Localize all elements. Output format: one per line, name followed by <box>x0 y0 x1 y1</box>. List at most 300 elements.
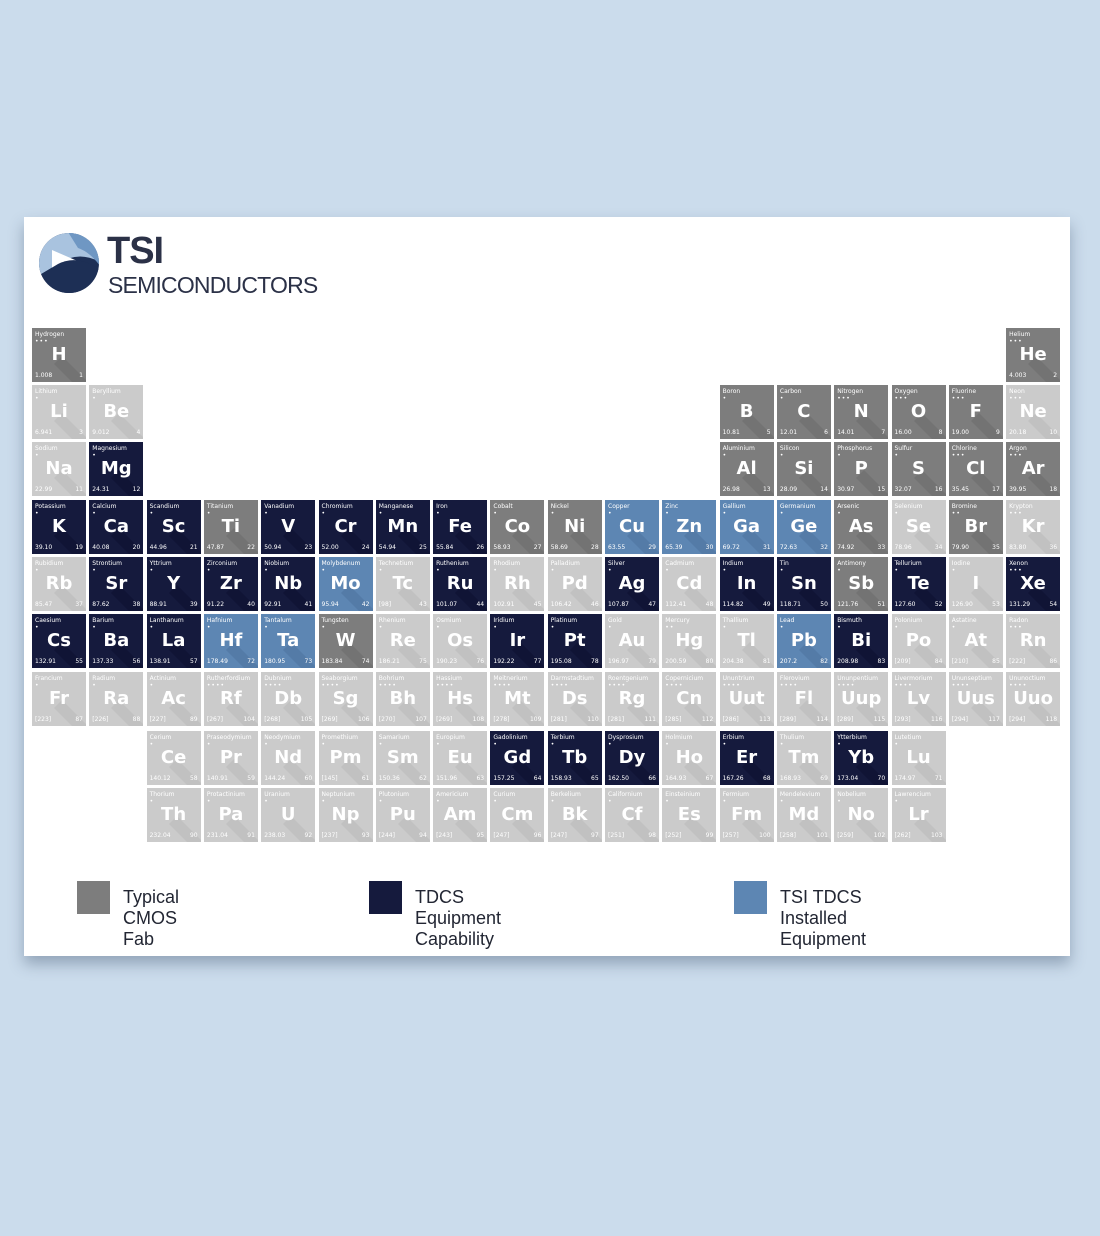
element-symbol: Po <box>905 630 932 651</box>
element-symbol: Li <box>50 401 68 422</box>
element-name: Neodymium <box>264 734 301 741</box>
element-number: 110 <box>587 716 599 723</box>
element-dots: ••• <box>894 395 909 402</box>
element-number: 83 <box>877 658 886 665</box>
element-mass: [251] <box>608 832 625 839</box>
element-number: 37 <box>75 601 83 608</box>
element-dots: • <box>665 798 670 805</box>
element-number: 64 <box>533 775 542 782</box>
element-symbol: F <box>969 401 982 422</box>
element-dots: • <box>35 452 40 459</box>
element-name: Berkelium <box>550 791 581 798</box>
element-dots: • <box>779 567 785 574</box>
element-mass: [223] <box>35 716 52 723</box>
element-tile-md <box>777 788 831 842</box>
element-name: Helium <box>1009 331 1031 338</box>
element-dots: • <box>665 567 670 574</box>
element-name: Cobalt <box>493 503 513 510</box>
element-mass: 238.03 <box>264 832 286 839</box>
element-number: 30 <box>705 544 714 551</box>
element-dots: •••• <box>608 682 627 689</box>
element-dots: •••• <box>837 682 856 689</box>
element-dots: • <box>493 567 498 574</box>
element-tile-re <box>376 614 430 668</box>
element-number: 113 <box>759 716 771 723</box>
element-dots: • <box>779 624 785 631</box>
element-tile-th <box>147 788 201 842</box>
element-tile-c <box>777 385 831 439</box>
element-tile-nd <box>261 731 315 785</box>
element-number: 25 <box>419 544 427 551</box>
element-mass: 6.941 <box>35 429 53 436</box>
element-dots: • <box>665 741 670 748</box>
element-symbol: No <box>847 804 875 825</box>
element-dots: • <box>149 624 155 631</box>
element-name: Ununpentium <box>837 675 878 682</box>
element-name: Scandium <box>149 503 180 510</box>
element-tile-he <box>1006 328 1060 382</box>
element-symbol: Zn <box>676 516 703 537</box>
element-tile-uus <box>949 672 1003 726</box>
element-tile-br <box>949 500 1003 554</box>
element-dots: • <box>149 567 155 574</box>
element-name: Lanthanum <box>149 617 184 624</box>
element-number: 61 <box>361 775 370 782</box>
element-number: 54 <box>1049 601 1058 608</box>
element-mass: 74.92 <box>837 544 855 551</box>
element-mass: 32.07 <box>894 486 912 493</box>
element-number: 36 <box>1049 544 1058 551</box>
element-name: Einsteinium <box>665 791 701 798</box>
element-name: Iridium <box>493 617 515 624</box>
element-dots: • <box>951 624 957 631</box>
element-dots: • <box>608 798 613 805</box>
element-dots: • <box>779 395 785 402</box>
legend-label-cmos: Typical CMOS Fab <box>123 887 180 949</box>
element-symbol: Mt <box>504 688 531 709</box>
element-dots: •••• <box>951 682 970 689</box>
element-name: Magnesium <box>92 445 127 452</box>
element-number: 80 <box>705 658 714 665</box>
element-mass: 72.63 <box>779 544 798 551</box>
element-tile-pu <box>376 788 430 842</box>
element-number: 26 <box>476 544 485 551</box>
element-tile-mn <box>376 500 430 554</box>
element-dots: • <box>35 682 40 689</box>
element-mass: 127.60 <box>894 601 916 608</box>
element-number: 52 <box>934 601 943 608</box>
element-name: Molybdenum <box>321 560 361 567</box>
element-mass: [210] <box>951 658 968 665</box>
element-mass: 208.98 <box>837 658 859 665</box>
element-name: Silver <box>608 560 625 567</box>
element-mass: 114.82 <box>722 601 744 608</box>
element-tile-ds <box>548 672 602 726</box>
element-dots: • <box>378 798 384 805</box>
element-number: 12 <box>132 486 141 493</box>
element-number: 50 <box>820 601 828 608</box>
element-mass: 207.2 <box>779 658 798 665</box>
element-number: 62 <box>419 775 427 782</box>
element-symbol: Es <box>677 804 701 825</box>
element-dots: • <box>378 741 384 748</box>
element-symbol: Te <box>907 573 930 594</box>
element-symbol: Ru <box>446 573 474 594</box>
element-symbol: Pd <box>561 573 588 594</box>
element-tile-cr <box>319 500 373 554</box>
element-name: Praseodymium <box>206 734 252 741</box>
element-dots: • <box>837 624 842 631</box>
element-number: 1 <box>79 372 83 379</box>
element-symbol: Lu <box>906 747 931 768</box>
element-name: Actinium <box>149 675 177 682</box>
element-tile-hg <box>662 614 716 668</box>
element-name: Germanium <box>779 503 816 510</box>
element-number: 92 <box>304 832 313 839</box>
element-number: 18 <box>1049 486 1058 493</box>
element-number: 104 <box>243 716 255 723</box>
element-tile-pd <box>548 557 602 611</box>
element-mass: 58.93 <box>493 544 511 551</box>
element-number: 67 <box>705 775 714 782</box>
element-number: 108 <box>472 716 485 723</box>
element-tile-co <box>490 500 544 554</box>
element-tile-rh <box>490 557 544 611</box>
element-symbol: Fl <box>794 688 814 709</box>
element-name: Rhenium <box>378 617 406 624</box>
element-name: Chlorine <box>951 445 977 452</box>
element-tile-lu <box>892 731 946 785</box>
element-number: 93 <box>361 832 370 839</box>
element-mass: [278] <box>493 716 510 723</box>
element-symbol: P <box>854 458 868 479</box>
element-symbol: Cf <box>621 804 643 825</box>
element-name: Thorium <box>149 791 175 798</box>
element-number: 33 <box>877 544 886 551</box>
element-tile-bi <box>834 614 888 668</box>
element-tile-cu <box>605 500 659 554</box>
element-tile-tm <box>777 731 831 785</box>
element-dots: • <box>206 798 212 805</box>
element-dots: ••• <box>35 338 49 345</box>
element-symbol: Sn <box>791 573 817 594</box>
element-symbol: Hs <box>447 688 473 709</box>
element-number: 72 <box>247 658 255 665</box>
element-number: 22 <box>247 544 255 551</box>
element-dots: •••• <box>665 682 684 689</box>
element-symbol: Mg <box>100 458 132 479</box>
element-number: 55 <box>75 658 83 665</box>
element-symbol: Nd <box>274 747 303 768</box>
element-number: 96 <box>533 832 542 839</box>
element-mass: 126.90 <box>951 601 973 608</box>
element-number: 34 <box>934 544 943 551</box>
element-number: 109 <box>529 716 542 723</box>
element-mass: 1.008 <box>35 372 53 379</box>
element-symbol: Be <box>103 401 130 422</box>
element-number: 106 <box>358 716 370 723</box>
element-number: 47 <box>648 601 656 608</box>
element-symbol: Dy <box>618 747 646 768</box>
element-tile-ta <box>261 614 315 668</box>
element-number: 88 <box>132 716 141 723</box>
element-name: Promethium <box>321 734 359 741</box>
element-name: Curium <box>493 791 516 798</box>
element-tile-sm <box>376 731 430 785</box>
element-mass: 85.47 <box>35 601 53 608</box>
element-number: 81 <box>762 658 771 665</box>
element-number: 75 <box>419 658 427 665</box>
brand-subtitle: SEMICONDUCTORS <box>108 272 318 298</box>
element-mass: 78.96 <box>894 544 912 551</box>
element-number: 86 <box>1049 658 1058 665</box>
element-dots: ••• <box>1009 452 1023 459</box>
element-name: Caesium <box>35 617 61 624</box>
element-dots: • <box>321 510 327 517</box>
element-number: 70 <box>877 775 886 782</box>
element-tile-os <box>433 614 487 668</box>
element-number: 98 <box>648 832 656 839</box>
element-name: Technetium <box>378 560 414 567</box>
element-tile-pt <box>548 614 602 668</box>
element-number: 44 <box>476 601 485 608</box>
element-tile-pa <box>204 788 258 842</box>
element-dots: • <box>837 452 842 459</box>
element-mass: 192.22 <box>493 658 515 665</box>
element-name: Palladium <box>550 560 580 567</box>
element-number: 46 <box>591 601 599 608</box>
element-name: Tungsten <box>321 617 349 624</box>
element-mass: 195.08 <box>550 658 572 665</box>
element-tile-au <box>605 614 659 668</box>
element-name: Thulium <box>779 734 805 741</box>
element-dots: • <box>894 510 900 517</box>
element-tile-zn <box>662 500 716 554</box>
element-tile-ge <box>777 500 831 554</box>
element-symbol: I <box>972 573 980 594</box>
element-number: 16 <box>934 486 943 493</box>
element-tile-ga <box>720 500 774 554</box>
element-dots: •••• <box>206 682 226 689</box>
element-dots: •••• <box>378 682 397 689</box>
element-tile-tl <box>720 614 774 668</box>
element-number: 115 <box>873 716 886 723</box>
element-dots: • <box>722 741 728 748</box>
element-name: Dubnium <box>264 675 292 682</box>
element-mass: [244] <box>378 832 395 839</box>
element-tile-at <box>949 614 1003 668</box>
element-mass: 47.87 <box>206 544 225 551</box>
element-number: 65 <box>591 775 599 782</box>
element-dots: • <box>436 741 441 748</box>
element-name: Hafnium <box>206 617 233 624</box>
element-number: 85 <box>992 658 1000 665</box>
element-dots: • <box>665 510 670 517</box>
element-tile-cs <box>32 614 86 668</box>
element-mass: 167.26 <box>722 775 744 782</box>
element-mass: [262] <box>894 832 911 839</box>
element-tile-nb <box>261 557 315 611</box>
element-mass: 39.95 <box>1009 486 1027 493</box>
element-dots: • <box>722 452 728 459</box>
element-name: Ununseptium <box>951 675 992 682</box>
element-mass: 137.33 <box>92 658 114 665</box>
element-name: Radon <box>1009 617 1029 624</box>
element-tile-ar <box>1006 442 1060 496</box>
element-tile-fl <box>777 672 831 726</box>
element-number: 38 <box>132 601 141 608</box>
element-symbol: Ag <box>618 573 646 594</box>
element-tile-uup <box>834 672 888 726</box>
element-tile-cm <box>490 788 544 842</box>
element-dots: •• <box>951 510 961 517</box>
element-tile-se <box>892 500 946 554</box>
legend-swatch-installed <box>734 881 767 914</box>
element-dots: • <box>894 624 900 631</box>
element-dots: • <box>550 624 556 631</box>
element-symbol: Ge <box>790 516 818 537</box>
element-name: Arsenic <box>837 503 860 510</box>
element-number: 29 <box>648 544 656 551</box>
element-symbol: Co <box>504 516 531 537</box>
element-name: Iodine <box>951 560 971 567</box>
element-mass: [226] <box>92 716 109 723</box>
element-tile-am <box>433 788 487 842</box>
element-tile-hf <box>204 614 258 668</box>
element-dots: • <box>35 624 40 631</box>
element-symbol: U <box>280 804 296 825</box>
element-number: 100 <box>759 832 771 839</box>
element-number: 41 <box>304 601 313 608</box>
element-mass: 140.12 <box>149 775 171 782</box>
element-symbol: Sb <box>848 573 875 594</box>
element-number: 91 <box>247 832 255 839</box>
element-name: Livermorium <box>894 675 933 682</box>
element-dots: •••• <box>894 682 913 689</box>
element-number: 111 <box>644 716 656 723</box>
element-name: Roentgenium <box>608 675 649 682</box>
element-dots: • <box>894 452 900 459</box>
element-dots: • <box>149 510 155 517</box>
element-number: 13 <box>762 486 771 493</box>
element-number: 15 <box>877 486 886 493</box>
element-tile-pb <box>777 614 831 668</box>
element-dots: • <box>92 567 97 574</box>
element-name: Silicon <box>779 445 800 452</box>
element-tile-ni <box>548 500 602 554</box>
element-symbol: Fm <box>731 804 763 825</box>
element-tile-cf <box>605 788 659 842</box>
element-name: Zinc <box>665 503 679 510</box>
element-symbol: Ga <box>733 516 761 537</box>
element-dots: • <box>35 395 40 402</box>
element-name: Selenium <box>894 503 923 510</box>
element-symbol: Ni <box>564 516 586 537</box>
element-mass: 173.04 <box>837 775 859 782</box>
element-number: 19 <box>75 544 83 551</box>
element-tile-ir <box>490 614 544 668</box>
element-name: Sulfur <box>894 445 913 452</box>
element-number: 24 <box>361 544 370 551</box>
element-mass: 131.29 <box>1009 601 1031 608</box>
element-tile-as <box>834 500 888 554</box>
element-dots: • <box>550 741 556 748</box>
element-symbol: Ne <box>1019 401 1047 422</box>
element-symbol: K <box>52 516 66 537</box>
element-symbol: Lv <box>906 688 931 709</box>
element-mass: 174.97 <box>894 775 916 782</box>
legend-swatch-tdcs <box>369 881 402 914</box>
element-symbol: Ti <box>221 516 241 537</box>
element-tile-rg <box>605 672 659 726</box>
element-tile-yb <box>834 731 888 785</box>
element-name: Lawrencium <box>894 791 931 798</box>
element-tile-xe <box>1006 557 1060 611</box>
element-name: Californium <box>608 791 643 798</box>
element-symbol: Pb <box>790 630 817 651</box>
element-symbol: Sm <box>386 747 419 768</box>
element-dots: • <box>436 798 441 805</box>
element-dots: • <box>206 741 212 748</box>
element-name: Yttrium <box>149 560 172 567</box>
element-mass: 58.69 <box>550 544 568 551</box>
element-symbol: Bh <box>389 688 417 709</box>
element-dots: • <box>436 624 441 631</box>
element-dots: • <box>837 510 842 517</box>
element-tile-eu <box>433 731 487 785</box>
element-tile-ru <box>433 557 487 611</box>
element-number: 89 <box>189 716 198 723</box>
element-tile-pm <box>319 731 373 785</box>
element-name: Samarium <box>378 734 410 741</box>
element-dots: • <box>92 510 97 517</box>
element-dots: ••• <box>1009 567 1023 574</box>
element-symbol: Os <box>447 630 474 651</box>
element-name: Astatine <box>951 617 977 624</box>
element-number: 112 <box>701 716 714 723</box>
element-mass: 232.04 <box>149 832 171 839</box>
element-symbol: Hg <box>675 630 704 651</box>
element-dots: • <box>837 741 842 748</box>
element-number: 69 <box>820 775 828 782</box>
element-number: 40 <box>247 601 255 608</box>
element-mass: [247] <box>550 832 567 839</box>
element-dots: • <box>264 510 269 517</box>
element-number: 45 <box>533 601 542 608</box>
element-dots: ••• <box>1009 338 1023 345</box>
element-tile-be <box>89 385 143 439</box>
element-mass: 12.01 <box>779 429 798 436</box>
element-number: 17 <box>992 486 1000 493</box>
element-tile-lr <box>892 788 946 842</box>
element-dots: •••• <box>321 682 340 689</box>
element-mass: [227] <box>149 716 166 723</box>
element-name: Flerovium <box>779 675 810 682</box>
element-symbol: Ca <box>103 516 129 537</box>
element-mass: 87.62 <box>92 601 110 608</box>
element-number: 21 <box>189 544 198 551</box>
element-name: Bromine <box>951 503 977 510</box>
element-mass: [209] <box>894 658 911 665</box>
element-name: Niobium <box>264 560 290 567</box>
element-mass: 162.50 <box>608 775 629 782</box>
element-tile-w <box>319 614 373 668</box>
element-name: Iron <box>436 503 448 510</box>
element-dots: •••• <box>264 682 283 689</box>
element-dots: • <box>264 624 269 631</box>
element-number: 84 <box>934 658 943 665</box>
element-number: 49 <box>762 601 771 608</box>
